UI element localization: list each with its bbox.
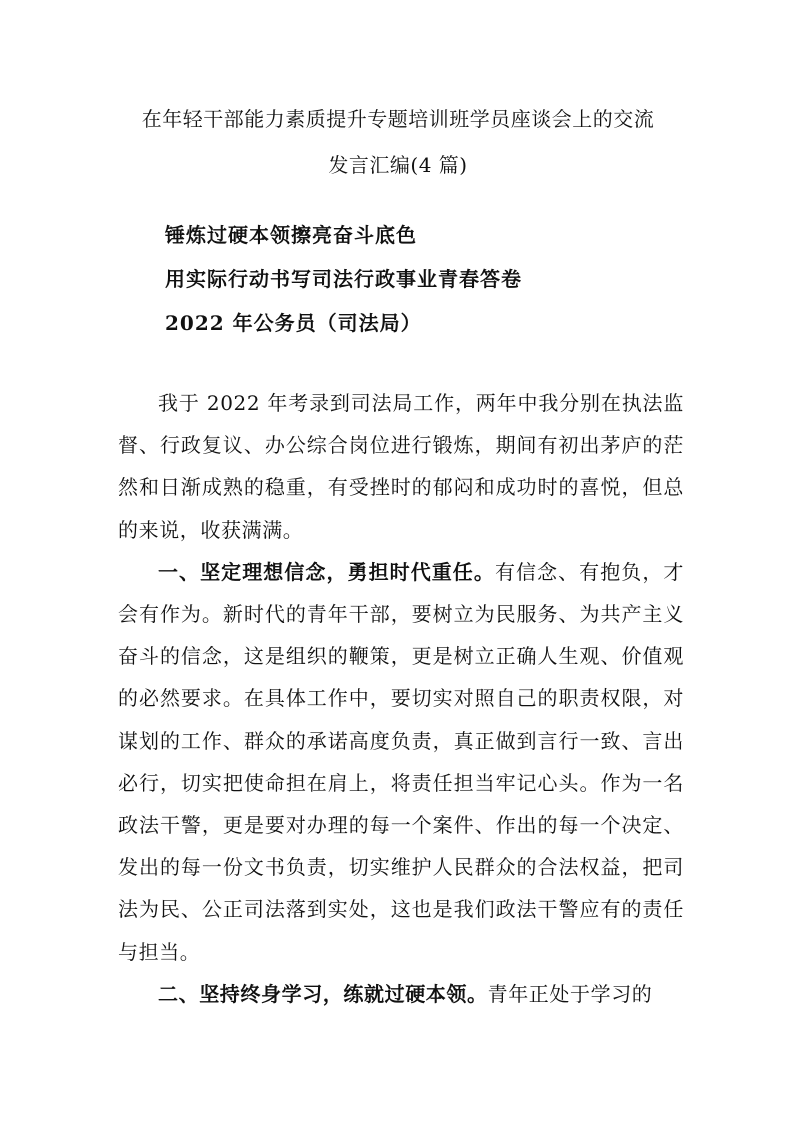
paragraph-intro <box>118 382 684 551</box>
paragraph-intro-text: 我于 2022 年考录到司法局工作，两年中我分别在执法监督、行政复议、办公综合岗位进行锻炼，期间有初出茅庐的茫然和日渐成熟的稳重，有受挫时的郁闷和成功时的喜悦，但总的来说，收获满满。 <box>118 391 684 542</box>
paragraph-section-2 <box>118 973 684 1015</box>
speech-heading <box>165 213 522 345</box>
section-2-heading: 二、坚持终身学习，练就过硬本领。 <box>158 981 488 1006</box>
section-1-heading: 一、坚定理想信念，勇担时代重任。 <box>158 559 495 584</box>
speech-title: 锤炼过硬本领擦亮奋斗底色 <box>165 223 417 247</box>
document-body <box>118 382 684 1015</box>
title-line-1: 在年轻干部能力素质提升专题培训班学员座谈会上的交流 <box>141 107 655 131</box>
paragraph-section-1 <box>118 551 684 973</box>
section-2-text: 青年正处于学习的 <box>487 981 653 1006</box>
title-line-2: 发言汇编(4 篇) <box>328 153 468 177</box>
document-title <box>120 96 676 188</box>
speaker-line: 2022 年公务员（司法局） <box>165 311 422 335</box>
section-1-text: 有信念、有抱负，才会有作为。新时代的青年干部，要树立为民服务、为共产主义奋斗的信念，这是组织的鞭策，更是树立正确人生观、价值观的必然要求。在具体工作中，要切实对照自己的职责权限，对谋划的工作、群众的承诺高度负责，真正做到言行一致、言出必行，切实把使命担在肩上，将责任担当牢记心头。作为一名政法干警，更是要对办理的每一个案件、作出的每一个决定、发出的每一份文书负责，切实维护人民群众的合法权益，把司法为民、公正司法落到实处，这也是我们政法干警应有的责任与担当。 <box>118 559 684 964</box>
speech-subtitle: 用实际行动书写司法行政事业青春答卷 <box>165 267 522 291</box>
